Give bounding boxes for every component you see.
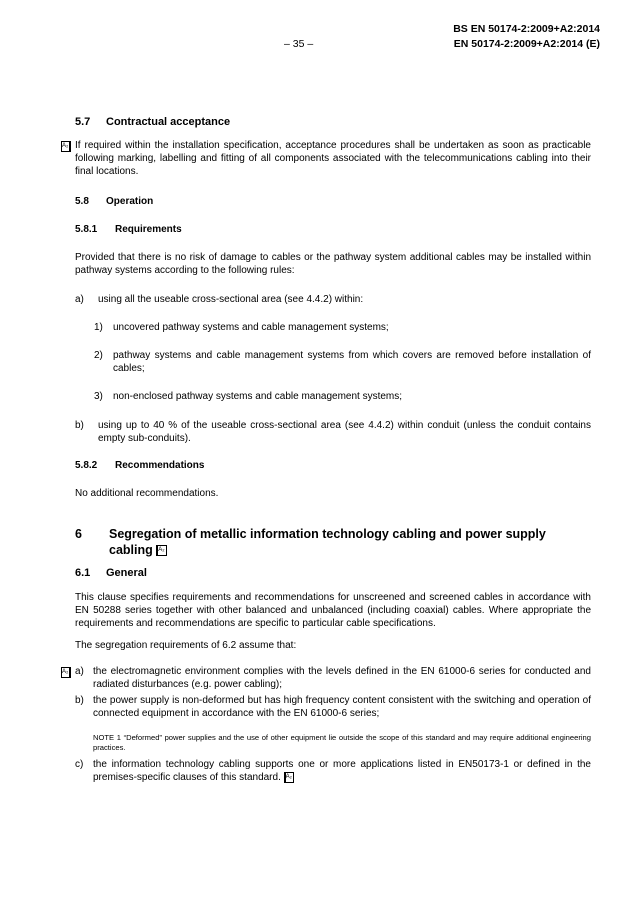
list-item-a-text: using all the useable cross-sectional area (see 4.4.2) within: — [98, 294, 364, 305]
sub-item-3-label: 3) — [94, 391, 103, 402]
list-item-b-label: b) — [75, 695, 84, 706]
amendment-end-marker: A₂ — [284, 772, 294, 783]
sub-item-2-label: 2) — [94, 350, 103, 361]
list-item-c-content: the information technology cabling supports one or more applications listed in EN50173-1 or defined in the premises-specific clauses of this standard. — [93, 759, 591, 783]
list-item-b-text: the power supply is non-deformed but has high frequency content consistent with the switching and operation of connected equipment in accordance with the EN 61000-6 series; — [93, 695, 591, 719]
note-1: NOTE 1 “Deformed” power supplies and the use of other equipment lie outside the scope of this standard and may require additional engineering practices. — [93, 733, 591, 752]
list-item-c-text — [93, 758, 591, 784]
section-6-1-para1: This clause specifies requirements and recommendations for unscreened and screened cables in accordance with EN 50288 series together with other balanced and unbalanced (including coaxial) cables. Where appropriate the requirements and recommendations are specific to particular cable specifications. — [75, 592, 591, 629]
standard-reference-line1: BS EN 50174-2:2009+A2:2014 — [453, 23, 600, 35]
section-5-7-number: 5.7 — [75, 116, 91, 128]
list-item-b-text: using up to 40 % of the useable cross-sectional area (see 4.4.2) within conduit (unless the conduit contains empty sub-conduits). — [98, 420, 591, 444]
section-5-7-text: If required within the installation specification, acceptance procedures shall be undertaken as soon as practicable following marking, labelling and fitting of all components associated with the telecommunications cabling into their final locations. — [75, 140, 591, 177]
amendment-start-marker: A₂ — [61, 667, 71, 678]
clause-6-title-line2-text: cabling — [109, 543, 153, 557]
list-item-a-label: a) — [75, 666, 84, 677]
amendment-end-marker: A₂ — [156, 545, 166, 556]
section-5-8-title: Operation — [106, 196, 154, 207]
clause-6-number: 6 — [75, 527, 82, 541]
clause-6-title-line2 — [109, 542, 167, 558]
sub-item-3-text: non-enclosed pathway systems and cable management systems; — [113, 391, 403, 402]
list-item-a-label: a) — [75, 294, 84, 305]
section-5-7-title: Contractual acceptance — [106, 116, 231, 128]
section-5-8-2-number: 5.8.2 — [75, 460, 98, 471]
section-5-8-2-text: No additional recommendations. — [75, 488, 219, 499]
section-5-8-2-title: Recommendations — [115, 460, 205, 471]
sub-item-1-text: uncovered pathway systems and cable management systems; — [113, 322, 389, 333]
sub-item-2-text: pathway systems and cable management systems from which covers are removed before installation of cables; — [113, 350, 591, 374]
page-number: – 35 – — [284, 38, 314, 50]
section-5-8-number: 5.8 — [75, 196, 89, 207]
section-6-1-para2: The segregation requirements of 6.2 assume that: — [75, 640, 297, 651]
list-item-b-label: b) — [75, 420, 84, 431]
list-item-c-label: c) — [75, 759, 84, 770]
section-6-1-title: General — [106, 567, 147, 579]
section-5-8-1-intro: Provided that there is no risk of damage to cables or the pathway system additional cables may be installed within pathway systems according to the following rules: — [75, 252, 591, 276]
clause-6-title-line1: Segregation of metallic information technology cabling and power supply — [109, 527, 546, 541]
amendment-start-marker: A₂ — [61, 141, 71, 152]
standard-reference-line2: EN 50174-2:2009+A2:2014 (E) — [453, 38, 600, 50]
section-5-8-1-number: 5.8.1 — [75, 224, 98, 235]
section-5-8-1-title: Requirements — [115, 224, 182, 235]
list-item-a-text: the electromagnetic environment complies with the levels defined in the EN 61000-6 series for conducted and radiated disturbances (e.g. power cabling); — [93, 666, 591, 690]
section-6-1-number: 6.1 — [75, 567, 91, 579]
sub-item-1-label: 1) — [94, 322, 103, 333]
